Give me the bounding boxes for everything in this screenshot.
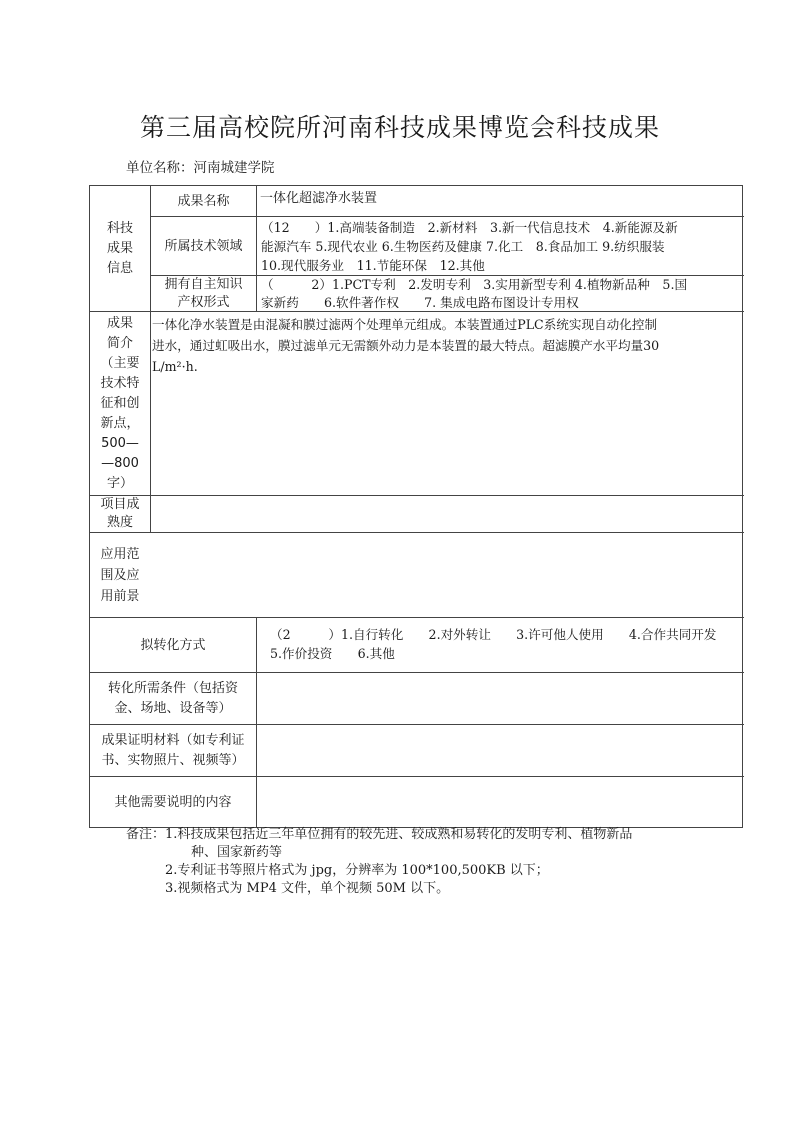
achievement-form-table — [89, 185, 743, 828]
maturity-label-line: 熟度 — [106, 515, 133, 530]
proof-label — [90, 725, 256, 776]
field-option-line: （12 ）1.高端装备制造 2.新材料 3.新一代信息技术 4.新能源及新 — [261, 220, 678, 235]
scope-label-line: 应用范 — [100, 546, 140, 562]
name-label: 成果名称 — [177, 193, 230, 209]
tech-field-options[interactable] — [261, 218, 743, 275]
field-option-line: 10.现代服务业 11.节能环保 12.其他 — [261, 258, 485, 273]
ip-label — [151, 276, 256, 311]
scope-label-line: 用前景 — [100, 588, 140, 604]
conditions-label-line: 转化所需条件（包括资 — [107, 680, 238, 696]
maturity-label — [90, 496, 150, 532]
column-divider — [256, 617, 257, 828]
conditions-field[interactable] — [260, 673, 742, 724]
transfer-option-line: （2 ）1.自行转化 2.对外转让 3.许可他人使用 4.合作共同开发 — [270, 627, 717, 642]
conditions-label-line: 金、场地、设备等） — [114, 700, 232, 716]
column-divider — [256, 186, 257, 311]
ip-label-line: 拥有自主知识 — [164, 276, 243, 292]
note-line: 2.专利证书等照片格式为 jpg，分辨率为 100*100,500KB 以下； — [126, 863, 549, 878]
intro-text-line: 一体化净水装置是由混凝和膜过滤两个处理单元组成。本装置通过PLC系统实现自动化控制 — [152, 317, 658, 332]
intro-text-area[interactable] — [152, 314, 742, 494]
ip-option-line: 家新药 6.软件著作权 7. 集成电路布图设计专用权 — [261, 295, 579, 310]
other-field[interactable] — [260, 777, 742, 827]
intro-label-line: 技术特 — [100, 375, 140, 391]
note-line: 3.视频格式为 MP4 文件，单个视频 50M 以下。 — [126, 881, 450, 896]
ip-option-line: （ 2）1.PCT专利 2.发明专利 3.实用新型专利 4.植物新品种 5.国 — [261, 277, 688, 292]
section-label — [90, 186, 150, 311]
section-label-text: 科技成果信息 — [106, 220, 133, 276]
intro-text-line: 进水，通过虹吸出水，膜过滤单元无需额外动力是本装置的最大特点。超滤膜产水平均量30 — [152, 338, 660, 353]
maturity-label-line: 项目成 — [100, 497, 140, 512]
intro-label-line: 新点， — [100, 415, 140, 431]
maturity-field[interactable] — [152, 496, 742, 532]
intro-label-line: 征和创 — [100, 395, 140, 411]
intro-label-line: 字） — [106, 475, 133, 491]
ip-label-line: 产权形式 — [177, 294, 230, 310]
intro-label-line: 简介 — [106, 335, 133, 351]
transfer-label: 拟转化方式 — [140, 637, 206, 653]
name-field[interactable]: 一体化超滤净水装置 — [260, 191, 378, 206]
proof-label-line: 成果证明材料（如专利证 — [101, 732, 245, 748]
field-label: 所属技术领域 — [164, 238, 243, 254]
page-title: 第三届高校院所河南科技成果博览会科技成果 — [139, 113, 660, 142]
conditions-label — [90, 673, 256, 724]
proof-label-line: 书、实物照片、视频等） — [101, 752, 245, 768]
other-label: 其他需要说明的内容 — [114, 794, 232, 810]
notes — [126, 826, 632, 898]
intro-label-line: 成果 — [106, 315, 133, 331]
transfer-options[interactable] — [270, 625, 742, 671]
scope-label-line: 围及应 — [100, 567, 140, 583]
transfer-option-line: 5.作价投资 6.其他 — [270, 646, 395, 661]
intro-label-line: 500— — [101, 435, 139, 451]
unit-name: 单位名称：河南城建学院 — [126, 160, 275, 176]
intro-label-line: （主要 — [100, 355, 140, 371]
ip-form-options[interactable] — [261, 276, 743, 311]
note-line: 备注：1.科技成果包括近三年单位拥有的较先进、较成熟和易转化的发明专利、植物新品 — [126, 827, 633, 842]
intro-label — [90, 312, 150, 495]
intro-label-line: —800 — [101, 455, 139, 471]
scope-field[interactable] — [92, 533, 742, 617]
proof-field[interactable] — [260, 725, 742, 776]
note-line: 种、国家新药等 — [126, 845, 283, 860]
intro-text-line: L/m²·h. — [152, 359, 198, 374]
field-option-line: 能源汽车 5.现代农业 6.生物医药及健康 7.化工 8.食品加工 9.纺织服装 — [261, 239, 665, 254]
